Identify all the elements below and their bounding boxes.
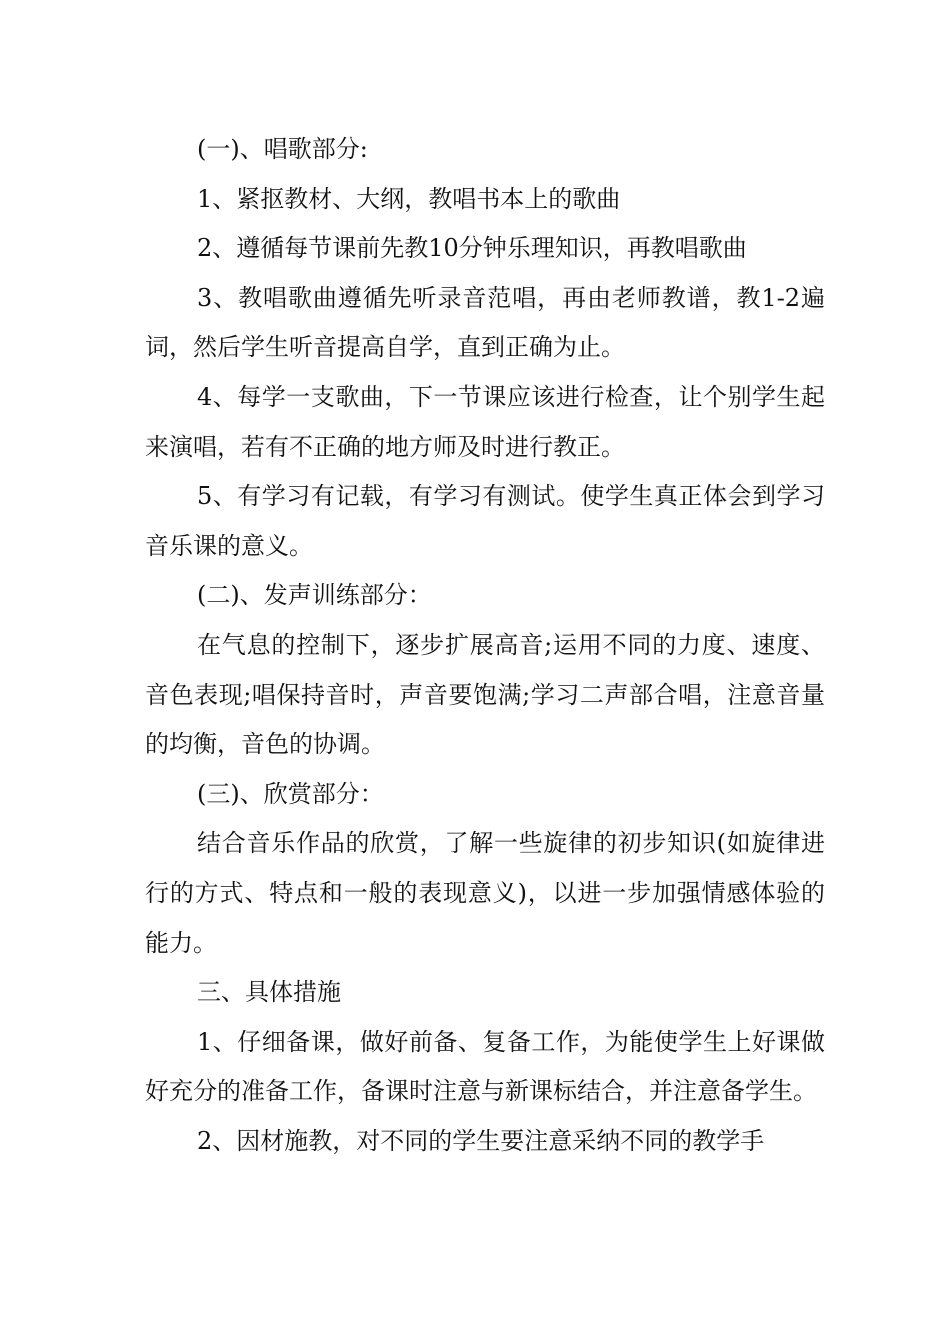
document-body bbox=[145, 125, 825, 1166]
section-heading-measures: 三、具体措施 bbox=[197, 978, 341, 1007]
section-heading-vocal-training: (二)、发声训练部分： bbox=[197, 581, 432, 610]
paragraph-singing-item-4: 4、每学一支歌曲，下一节课应该进行检查，让个别学生起来演唱，若有不正确的地方师及时进行教正。 bbox=[145, 382, 825, 461]
paragraph-singing-item-2: 2、遵循每节课前先教10分钟乐理知识，再教唱歌曲 bbox=[197, 234, 747, 263]
section-heading-singing: (一)、唱歌部分: bbox=[197, 135, 368, 163]
section-heading-appreciation: (三)、欣赏部分： bbox=[197, 779, 384, 808]
paragraph-vocal-training: 在气息的控制下，逐步扩展高音;运用不同的力度、速度、音色表现;唱保持音时，声音要饱满;学习二声部合唱，注意音量的均衡，音色的协调。 bbox=[145, 630, 825, 759]
paragraph-appreciation: 结合音乐作品的欣赏，了解一些旋律的初步知识(如旋律进行的方式、特点和一般的表现意义)，以进一步加强情感体验的能力。 bbox=[145, 829, 825, 957]
paragraph-measures-item-1: 1、仔细备课，做好前备、复备工作，为能使学生上好课做好充分的准备工作，备课时注意与新课标结合，并注意备学生。 bbox=[145, 1027, 825, 1106]
paragraph-singing-item-5: 5、有学习有记载，有学习有测试。使学生真正体会到学习音乐课的意义。 bbox=[145, 482, 825, 560]
paragraph-measures-item-2: 2、因材施教，对不同的学生要注意采纳不同的教学手 bbox=[197, 1126, 765, 1155]
paragraph-singing-item-3: 3、教唱歌曲遵循先听录音范唱，再由老师教谱，教1-2遍词，然后学生听音提高自学，直到正确为止。 bbox=[145, 283, 825, 362]
paragraph-singing-item-1: 1、紧抠教材、大纲，教唱书本上的歌曲 bbox=[197, 184, 621, 213]
